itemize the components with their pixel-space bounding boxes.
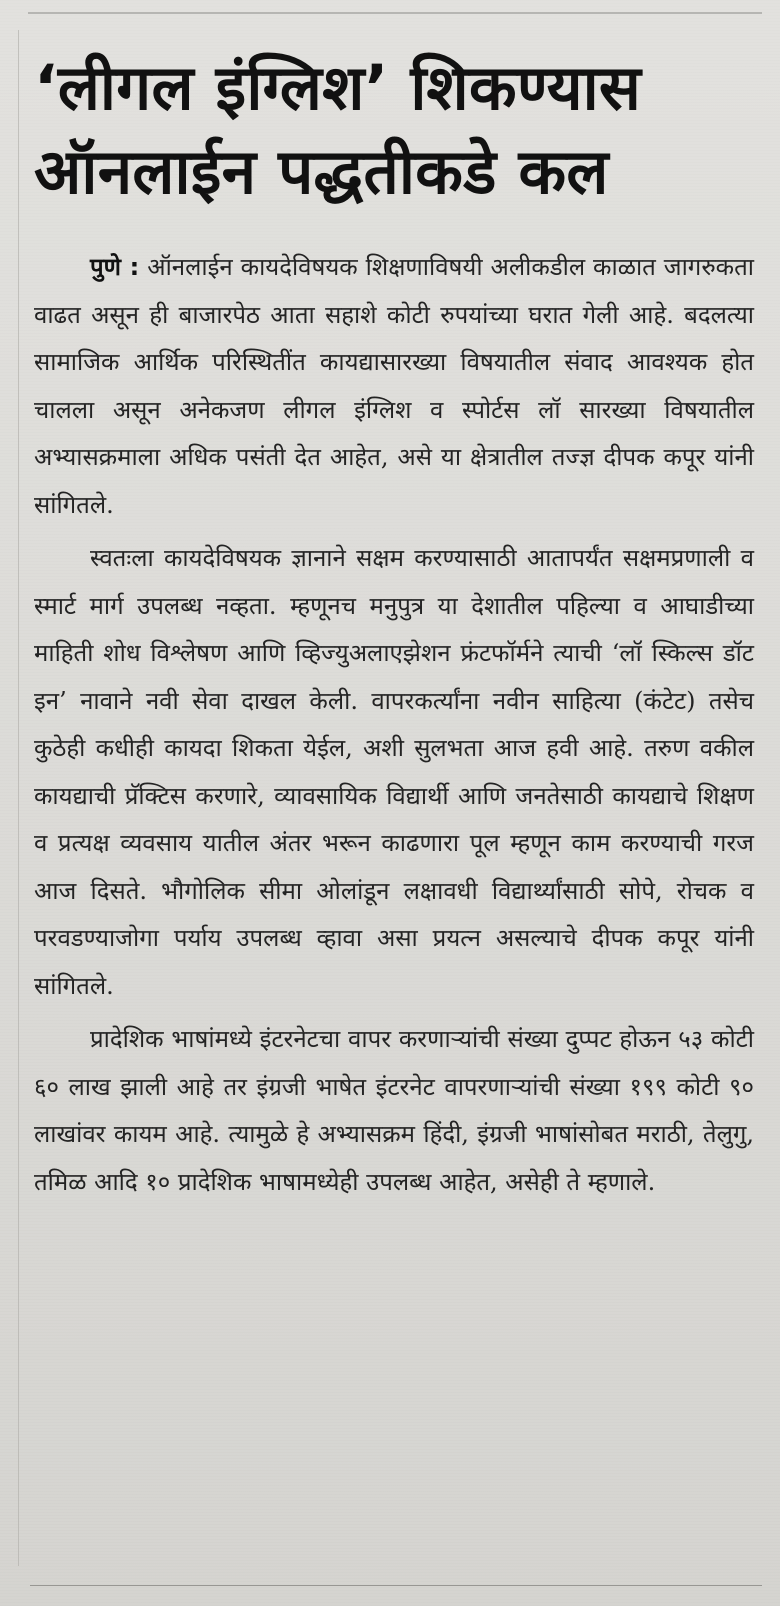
- paragraph-1-text: ऑनलाईन कायदेविषयक शिक्षणाविषयी अलीकडील काळात जागरुकता वाढत असून ही बाजारपेठ आता सहाशे कोटी रुपयांच्या घरात गेली आहे. बदलत्या सामाजिक आर्थिक परिस्थितींत कायद्यासारख्या विषयातील संवाद आवश्यक होत चालला असून अनेकजण लीगल इंग्लिश व स्पोर्टस लॉ सारख्या विषयातील अभ्यासक्रमाला अधिक पसंती देत आहेत, असे या क्षेत्रातील तज्ज्ञ दीपक कपूर यांनी सांगितले.: [34, 253, 755, 519]
- top-rule: [28, 12, 762, 14]
- article-headline: [34, 46, 754, 214]
- paragraph-1: [34, 244, 754, 529]
- bottom-rule: [30, 1585, 762, 1586]
- article-body: [34, 244, 754, 1206]
- side-rule: [18, 30, 19, 1566]
- headline-line-1: ‘लीगल इंग्लिश’ शिकण्यास: [34, 51, 642, 124]
- headline-line-2: ऑनलाईन पद्धतीकडे कल: [34, 135, 609, 208]
- paragraph-2: स्वतःला कायदेविषयक ज्ञानाने सक्षम करण्यासाठी आतापर्यंत सक्षमप्रणाली व स्मार्ट मार्ग उपलब्ध नव्हता. म्हणूनच मनुपुत्र या देशातील पहिल्या व आघाडीच्या माहिती शोध विश्लेषण आणि व्हिज्युअलाएझेशन फ्रंटफॉर्मने त्याची ‘लॉ स्किल्स डॉट इन’ नावाने नवी सेवा दाखल केली. वापरकर्त्यांना नवीन साहित्या (कंटेट) तसेच कुठेही कधीही कायदा शिकता येईल, अशी सुलभता आज हवी आहे. तरुण वकील कायद्याची प्रॅक्टिस करणारे, व्यावसायिक विद्यार्थी आणि जनतेसाठी कायद्याचे शिक्षण व प्रत्यक्ष व्यवसाय यातील अंतर भरून काढणारा पूल म्हणून काम करण्याची गरज आज दिसते. भौगोलिक सीमा ओलांडून लक्षावधी विद्यार्थ्यांसाठी सोपे, रोचक व परवडण्याजोगा पर्याय उपलब्ध व्हावा असा प्रयत्न असल्याचे दीपक कपूर यांनी सांगितले.: [34, 544, 754, 1000]
- dateline: पुणे :: [90, 253, 140, 281]
- paragraph-3: प्रादेशिक भाषांमध्ये इंटरनेटचा वापर करणाऱ्यांची संख्या दुप्पट होऊन ५३ कोटी ६० लाख झाली आहे तर इंग्रजी भाषेत इंटरनेट वापरणाऱ्यांची संख्या १९९ कोटी ९० लाखांवर कायम आहे. त्यामुळे हे अभ्यासक्रम हिंदी, इंग्रजी भाषांसोबत मराठी, तेलुगु, तमिळ आदि १० प्रादेशिक भाषामध्येही उपलब्ध आहेत, असेही ते म्हणाले.: [34, 1025, 754, 1196]
